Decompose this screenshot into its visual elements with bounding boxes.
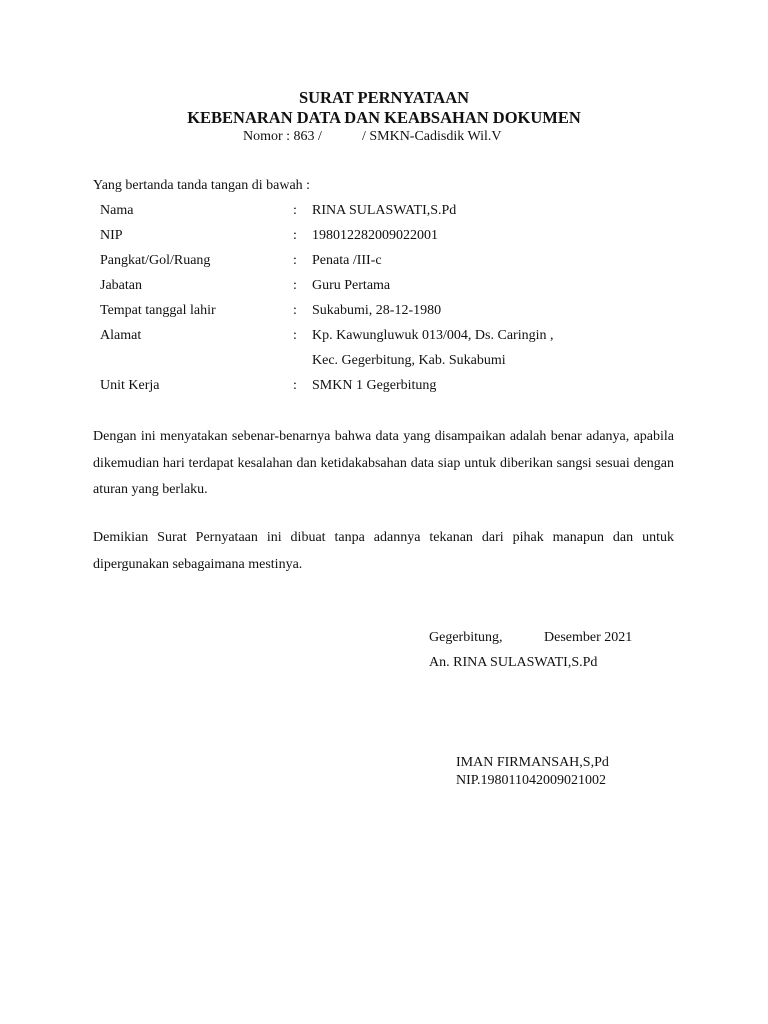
identity-label: Jabatan	[100, 278, 142, 293]
identity-separator: :	[293, 278, 297, 293]
signer-name: IMAN FIRMANSAH,S,Pd	[456, 755, 609, 770]
signer-nip: NIP.198011042009021002	[456, 773, 606, 788]
date-text: Desember 2021	[544, 630, 633, 645]
document-title: SURAT PERNYATAAN	[298, 88, 470, 107]
identity-row-unit-kerja	[0, 377, 768, 395]
identity-value: 198012282009022001	[312, 228, 438, 243]
identity-value: Guru Pertama	[312, 278, 391, 293]
identity-separator: :	[293, 203, 297, 218]
identity-label: NIP	[100, 228, 123, 243]
identity-label: Nama	[100, 203, 134, 218]
statement-paragraph: Dengan ini menyatakan sebenar-benarnya bahwa data yang disampaikan adalah benar adanya, apabila dikemudian hari terdapat kesalahan dan ketidakabsahan data siap untuk diberikan sangsi sesuai dengan aturan yang berlaku.	[93, 429, 674, 497]
identity-row-pangkat	[0, 252, 768, 270]
identity-row-alamat	[0, 327, 768, 345]
identity-separator: :	[293, 253, 297, 268]
on-behalf-text: An. RINA SULASWATI,S.Pd	[429, 655, 598, 670]
identity-separator: :	[293, 303, 297, 318]
identity-value: Kp. Kawungluwuk 013/004, Ds. Caringin ,	[312, 328, 554, 343]
identity-row-nama	[0, 202, 768, 220]
identity-value: Sukabumi, 28-12-1980	[312, 303, 442, 318]
identity-row-nip	[0, 227, 768, 245]
identity-label: Tempat tanggal lahir	[100, 303, 216, 318]
intro-text: Yang bertanda tanda tangan di bawah :	[93, 178, 311, 193]
identity-value: Penata /III-c	[312, 253, 382, 268]
identity-separator: :	[293, 378, 297, 393]
identity-value: SMKN 1 Gegerbitung	[312, 378, 437, 393]
document-number-prefix: Nomor : 863 /	[243, 129, 322, 144]
identity-label: Pangkat/Gol/Ruang	[100, 253, 211, 268]
identity-value: RINA SULASWATI,S.Pd	[312, 203, 457, 218]
place-date	[429, 629, 633, 647]
document-number	[243, 128, 502, 146]
document-subtitle: KEBENARAN DATA DAN KEABSAHAN DOKUMEN	[187, 108, 581, 127]
identity-separator: :	[293, 328, 297, 343]
document-number-suffix: / SMKN-Cadisdik Wil.V	[361, 129, 502, 144]
identity-row-jabatan	[0, 277, 768, 295]
identity-label: Alamat	[100, 328, 142, 343]
closing-paragraph: Demikian Surat Pernyataan ini dibuat tanpa adannya tekanan dari pihak manapun dan untuk dipergunakan sebagaimana mestinya.	[93, 530, 674, 572]
identity-row-ttl	[0, 302, 768, 320]
identity-separator: :	[293, 228, 297, 243]
identity-row-alamat-cont	[0, 352, 768, 370]
identity-value: Kec. Gegerbitung, Kab. Sukabumi	[312, 353, 506, 368]
identity-label: Unit Kerja	[100, 378, 160, 393]
place-text: Gegerbitung,	[429, 630, 503, 645]
